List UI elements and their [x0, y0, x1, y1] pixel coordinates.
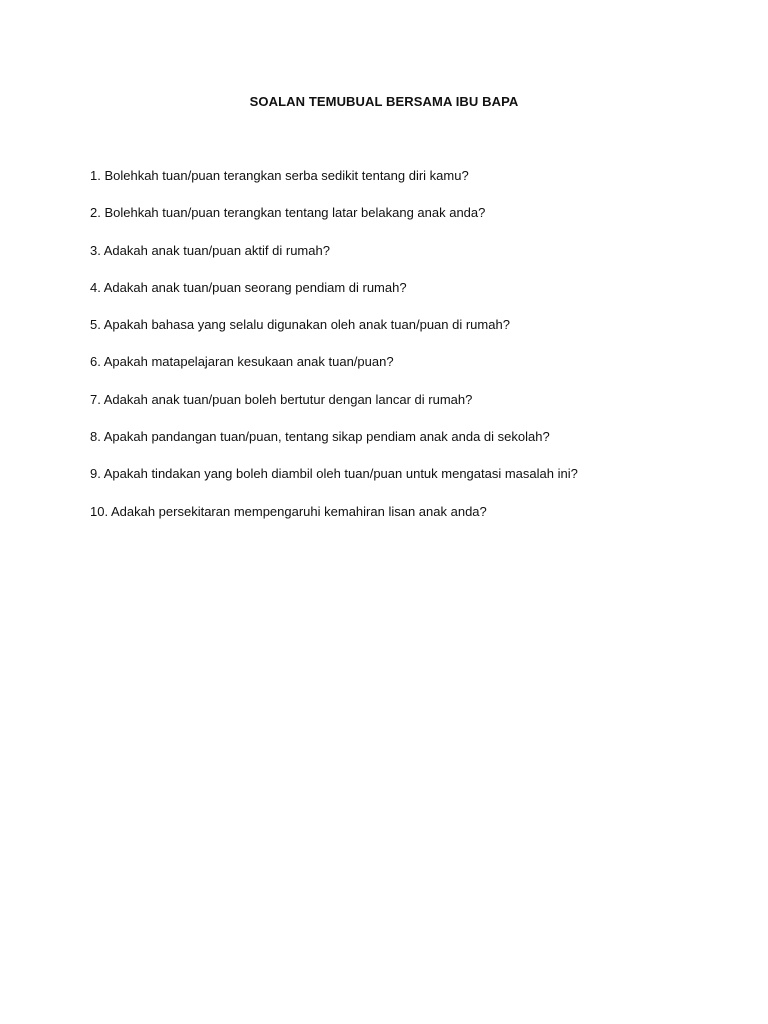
- document-title: SOALAN TEMUBUAL BERSAMA IBU BAPA: [249, 94, 519, 109]
- question-item: 3. Adakah anak tuan/puan aktif di rumah?: [90, 242, 330, 258]
- question-item: 5. Apakah bahasa yang selalu digunakan oleh anak tuan/puan di rumah?: [90, 317, 510, 333]
- question-item: 4. Adakah anak tuan/puan seorang pendiam di rumah?: [90, 279, 407, 295]
- question-item: 6. Apakah matapelajaran kesukaan anak tuan/puan?: [90, 354, 394, 370]
- question-item: 10. Adakah persekitaran mempengaruhi kemahiran lisan anak anda?: [90, 503, 487, 519]
- question-item: 7. Adakah anak tuan/puan boleh bertutur dengan lancar di rumah?: [90, 391, 473, 407]
- question-item: 8. Apakah pandangan tuan/puan, tentang sikap pendiam anak anda di sekolah?: [90, 429, 550, 445]
- question-list: [90, 168, 730, 541]
- question-item: 1. Bolehkah tuan/puan terangkan serba sedikit tentang diri kamu?: [90, 168, 469, 183]
- question-item: 9. Apakah tindakan yang boleh diambil oleh tuan/puan untuk mengatasi masalah ini?: [90, 466, 578, 482]
- question-item: 2. Bolehkah tuan/puan terangkan tentang latar belakang anak anda?: [90, 205, 486, 221]
